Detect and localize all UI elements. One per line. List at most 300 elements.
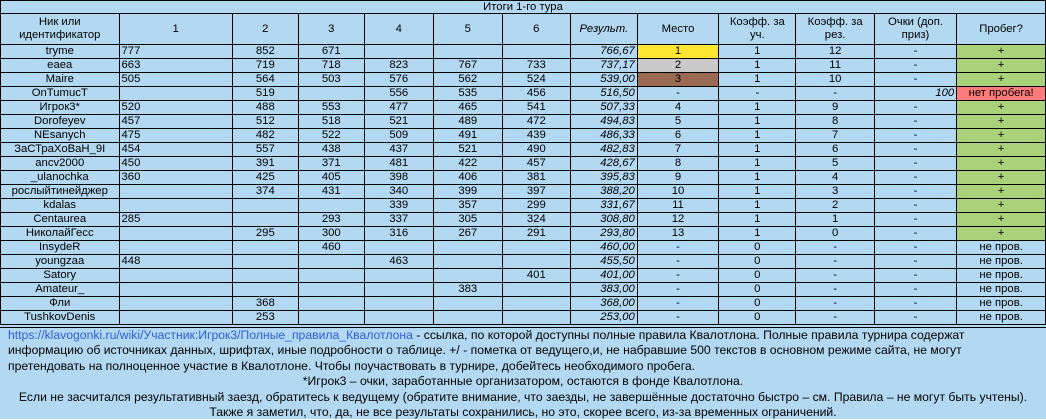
cell-race-1: 520	[119, 101, 232, 115]
table-row	[1, 129, 1046, 143]
cell-race-4	[364, 269, 433, 283]
cell-race-6: 457	[502, 157, 570, 171]
cell-result: 388,20	[570, 185, 637, 199]
cell-points: -	[874, 157, 956, 171]
cell-race-4: 340	[364, 185, 433, 199]
cell-race-1	[119, 283, 232, 297]
cell-points: -	[874, 213, 956, 227]
cell-race-4: 556	[364, 87, 433, 101]
cell-points: -	[874, 269, 956, 283]
cell-result: 539,00	[570, 73, 637, 87]
cell-race-6: 401	[502, 269, 570, 283]
cell-points: 100	[874, 87, 956, 101]
cell-result: 455,50	[570, 255, 637, 269]
cell-race-2: 374	[232, 185, 298, 199]
cell-coef-result: 3	[796, 185, 874, 199]
cell-race-3: 671	[298, 45, 364, 59]
cell-race-6: 490	[502, 143, 570, 157]
cell-nick: Amateur_	[1, 283, 120, 297]
cell-run: +	[957, 73, 1046, 87]
header-race-1: 1	[119, 14, 232, 45]
cell-race-4: 337	[364, 213, 433, 227]
cell-place: -	[637, 255, 718, 269]
cell-result: 401,00	[570, 269, 637, 283]
cell-race-1	[119, 311, 232, 325]
cell-race-3: 518	[298, 115, 364, 129]
cell-points: -	[874, 311, 956, 325]
cell-run: не пров.	[957, 311, 1046, 325]
cell-race-5: 491	[433, 129, 502, 143]
cell-nick: eaea	[1, 59, 120, 73]
cell-coef-result: 11	[796, 59, 874, 73]
cell-place: 13	[637, 227, 718, 241]
cell-coef-participation: 1	[719, 227, 796, 241]
cell-race-4: 477	[364, 101, 433, 115]
cell-coef-participation: -	[719, 87, 796, 101]
cell-race-4: 509	[364, 129, 433, 143]
cell-coef-result: 5	[796, 157, 874, 171]
cell-run: +	[957, 157, 1046, 171]
cell-race-6: 291	[502, 227, 570, 241]
cell-points: -	[874, 283, 956, 297]
cell-race-1: 285	[119, 213, 232, 227]
cell-race-5: 305	[433, 213, 502, 227]
cell-result: 331,67	[570, 199, 637, 213]
cell-race-3: 431	[298, 185, 364, 199]
cell-nick: InsydeR	[1, 241, 120, 255]
cell-points: -	[874, 171, 956, 185]
header-row	[1, 14, 1046, 45]
cell-race-5	[433, 269, 502, 283]
table-row	[1, 45, 1046, 59]
cell-coef-result: 12	[796, 45, 874, 59]
cell-race-6: 472	[502, 115, 570, 129]
header-coef-participation: Коэфф. за уч.	[719, 14, 796, 45]
cell-coef-result: 1	[796, 213, 874, 227]
cell-race-6: 324	[502, 213, 570, 227]
table-row	[1, 283, 1046, 297]
cell-race-3: 293	[298, 213, 364, 227]
header-race-6: 6	[502, 14, 570, 45]
cell-nick: Centaurea	[1, 213, 120, 227]
cell-coef-participation: 0	[719, 311, 796, 325]
cell-result: 766,67	[570, 45, 637, 59]
cell-nick: _ulanochka	[1, 171, 120, 185]
cell-coef-result: -	[796, 297, 874, 311]
cell-coef-participation: 0	[719, 255, 796, 269]
cell-points: -	[874, 227, 956, 241]
cell-run: +	[957, 199, 1046, 213]
cell-race-3: 460	[298, 241, 364, 255]
cell-coef-participation: 1	[719, 45, 796, 59]
cell-race-5: 267	[433, 227, 502, 241]
cell-points: -	[874, 45, 956, 59]
cell-coef-result: 6	[796, 143, 874, 157]
cell-race-5	[433, 45, 502, 59]
cell-race-4: 481	[364, 157, 433, 171]
table-row	[1, 171, 1046, 185]
cell-race-4: 437	[364, 143, 433, 157]
cell-coef-participation: 0	[719, 241, 796, 255]
cell-race-2: 519	[232, 87, 298, 101]
header-place: Место	[637, 14, 718, 45]
table-row	[1, 255, 1046, 269]
cell-coef-participation: 0	[719, 269, 796, 283]
cell-race-6: 456	[502, 87, 570, 101]
cell-race-3: 553	[298, 101, 364, 115]
cell-coef-result: -	[796, 87, 874, 101]
table-title: Итоги 1-го тура	[1, 1, 1046, 14]
cell-race-6	[502, 311, 570, 325]
cell-race-3	[298, 283, 364, 297]
cell-coef-result: 8	[796, 115, 874, 129]
cell-place: 5	[637, 115, 718, 129]
cell-race-2: 425	[232, 171, 298, 185]
cell-race-5: 521	[433, 143, 502, 157]
cell-race-5	[433, 297, 502, 311]
cell-race-4: 576	[364, 73, 433, 87]
cell-result: 494,83	[570, 115, 637, 129]
cell-race-6	[502, 283, 570, 297]
cell-race-4: 823	[364, 59, 433, 73]
table-row	[1, 241, 1046, 255]
cell-race-1	[119, 297, 232, 311]
cell-coef-participation: 1	[719, 185, 796, 199]
cell-result: 460,00	[570, 241, 637, 255]
cell-race-2	[232, 241, 298, 255]
cell-race-3	[298, 311, 364, 325]
notes-paragraph-2: *Игрок3 – очки, заработанные организатором, остаются в фонде Квалотлона.	[302, 374, 744, 389]
cell-race-5: 489	[433, 115, 502, 129]
cell-race-5: 422	[433, 157, 502, 171]
cell-nick: Игрок3*	[1, 101, 120, 115]
cell-race-6	[502, 241, 570, 255]
cell-run: +	[957, 59, 1046, 73]
cell-result: 482,83	[570, 143, 637, 157]
cell-run: нет пробега!	[957, 87, 1046, 101]
cell-coef-participation: 1	[719, 199, 796, 213]
cell-race-1	[119, 199, 232, 213]
cell-coef-participation: 1	[719, 171, 796, 185]
cell-run: не пров.	[957, 269, 1046, 283]
cell-place: -	[637, 311, 718, 325]
cell-race-3	[298, 255, 364, 269]
cell-coef-participation: 1	[719, 73, 796, 87]
cell-race-1: 450	[119, 157, 232, 171]
cell-coef-result: -	[796, 269, 874, 283]
cell-race-1	[119, 269, 232, 283]
cell-race-3: 405	[298, 171, 364, 185]
cell-result: 737,17	[570, 59, 637, 73]
cell-race-2: 391	[232, 157, 298, 171]
cell-result: 293,80	[570, 227, 637, 241]
cell-points: -	[874, 143, 956, 157]
cell-race-6	[502, 255, 570, 269]
cell-run: не пров.	[957, 241, 1046, 255]
cell-place: 9	[637, 171, 718, 185]
cell-coef-participation: 1	[719, 115, 796, 129]
cell-race-5: 399	[433, 185, 502, 199]
cell-coef-participation: 0	[719, 283, 796, 297]
table-row	[1, 213, 1046, 227]
cell-race-6: 733	[502, 59, 570, 73]
cell-coef-participation: 1	[719, 213, 796, 227]
cell-run: +	[957, 129, 1046, 143]
cell-nick: tryme	[1, 45, 120, 59]
table-row	[1, 297, 1046, 311]
cell-race-6: 397	[502, 185, 570, 199]
rules-link[interactable]: https://klavogonki.ru/wiki/Участник:Игрок3/Полные_правила_Квалотлона	[8, 328, 413, 342]
cell-race-4	[364, 241, 433, 255]
cell-run: не пров.	[957, 297, 1046, 311]
cell-race-2: 253	[232, 311, 298, 325]
cell-race-6: 541	[502, 101, 570, 115]
cell-coef-result: -	[796, 283, 874, 297]
cell-race-5: 406	[433, 171, 502, 185]
cell-race-1: 475	[119, 129, 232, 143]
cell-coef-result: 7	[796, 129, 874, 143]
header-race-4: 4	[364, 14, 433, 45]
header-coef-result: Коэфф. за рез.	[796, 14, 874, 45]
table-row	[1, 269, 1046, 283]
cell-run: +	[957, 143, 1046, 157]
header-result: Результ.	[570, 14, 637, 45]
notes-block	[0, 327, 1046, 419]
header-run: Пробег?	[957, 14, 1046, 45]
cell-race-3	[298, 297, 364, 311]
cell-result: 308,80	[570, 213, 637, 227]
cell-race-1	[119, 227, 232, 241]
cell-race-2: 852	[232, 45, 298, 59]
cell-nick: NEsanych	[1, 129, 120, 143]
cell-race-6: 299	[502, 199, 570, 213]
cell-run: не пров.	[957, 255, 1046, 269]
table-row	[1, 101, 1046, 115]
cell-race-1: 360	[119, 171, 232, 185]
cell-points: -	[874, 129, 956, 143]
cell-race-4	[364, 311, 433, 325]
cell-race-5	[433, 241, 502, 255]
cell-result: 486,33	[570, 129, 637, 143]
cell-points: -	[874, 255, 956, 269]
cell-place: -	[637, 241, 718, 255]
cell-coef-result: 10	[796, 73, 874, 87]
cell-result: 428,67	[570, 157, 637, 171]
cell-race-6: 439	[502, 129, 570, 143]
cell-race-4	[364, 297, 433, 311]
cell-result: 516,50	[570, 87, 637, 101]
cell-nick: Satory	[1, 269, 120, 283]
header-points: Очки (доп. приз)	[874, 14, 956, 45]
cell-place: -	[637, 87, 718, 101]
cell-race-3	[298, 199, 364, 213]
cell-race-4	[364, 283, 433, 297]
header-race-2: 2	[232, 14, 298, 45]
cell-coef-participation: 1	[719, 129, 796, 143]
cell-race-5	[433, 255, 502, 269]
cell-race-5: 767	[433, 59, 502, 73]
cell-race-2: 557	[232, 143, 298, 157]
header-nick: Ник или идентификатор	[1, 14, 120, 45]
cell-race-2	[232, 213, 298, 227]
cell-coef-participation: 1	[719, 157, 796, 171]
cell-run: не пров.	[957, 283, 1046, 297]
cell-result: 507,33	[570, 101, 637, 115]
table-row	[1, 73, 1046, 87]
cell-place: 8	[637, 157, 718, 171]
cell-race-3: 438	[298, 143, 364, 157]
cell-race-3: 718	[298, 59, 364, 73]
cell-run: +	[957, 227, 1046, 241]
cell-run: +	[957, 45, 1046, 59]
cell-race-1	[119, 87, 232, 101]
table-row	[1, 185, 1046, 199]
cell-nick: НиколайГесс	[1, 227, 120, 241]
cell-race-1: 505	[119, 73, 232, 87]
cell-nick: OnTumucT	[1, 87, 120, 101]
table-row	[1, 143, 1046, 157]
notes-paragraph-1	[8, 328, 1038, 374]
cell-race-2: 482	[232, 129, 298, 143]
table-row	[1, 199, 1046, 213]
cell-run: +	[957, 213, 1046, 227]
cell-race-6: 524	[502, 73, 570, 87]
cell-race-1: 454	[119, 143, 232, 157]
cell-result: 395,83	[570, 171, 637, 185]
cell-race-2: 719	[232, 59, 298, 73]
cell-race-1: 663	[119, 59, 232, 73]
cell-race-3: 300	[298, 227, 364, 241]
cell-race-6: 381	[502, 171, 570, 185]
cell-place: -	[637, 283, 718, 297]
cell-race-5: 383	[433, 283, 502, 297]
cell-points: -	[874, 101, 956, 115]
cell-race-5: 357	[433, 199, 502, 213]
cell-run: +	[957, 171, 1046, 185]
cell-points: -	[874, 73, 956, 87]
cell-points: -	[874, 297, 956, 311]
cell-race-4: 398	[364, 171, 433, 185]
table-row	[1, 227, 1046, 241]
cell-race-2: 564	[232, 73, 298, 87]
cell-coef-result: -	[796, 255, 874, 269]
cell-result: 253,00	[570, 311, 637, 325]
cell-place: 6	[637, 129, 718, 143]
cell-race-1	[119, 241, 232, 255]
cell-race-3	[298, 87, 364, 101]
cell-nick: Dorofeyev	[1, 115, 120, 129]
cell-points: -	[874, 185, 956, 199]
cell-race-2	[232, 255, 298, 269]
table-row	[1, 311, 1046, 325]
cell-race-2	[232, 199, 298, 213]
cell-race-3	[298, 269, 364, 283]
cell-coef-result: 9	[796, 101, 874, 115]
cell-place: 12	[637, 213, 718, 227]
cell-nick: Maire	[1, 73, 120, 87]
cell-race-1	[119, 185, 232, 199]
cell-coef-result: -	[796, 311, 874, 325]
cell-coef-result: 0	[796, 227, 874, 241]
cell-race-4: 316	[364, 227, 433, 241]
cell-race-2: 512	[232, 115, 298, 129]
cell-coef-participation: 0	[719, 297, 796, 311]
cell-race-4: 463	[364, 255, 433, 269]
cell-race-6	[502, 297, 570, 311]
cell-points: -	[874, 241, 956, 255]
cell-race-5: 465	[433, 101, 502, 115]
cell-race-2	[232, 269, 298, 283]
cell-place: -	[637, 269, 718, 283]
cell-run: +	[957, 101, 1046, 115]
cell-place: 11	[637, 199, 718, 213]
cell-coef-result: 4	[796, 171, 874, 185]
table-row	[1, 59, 1046, 73]
cell-race-5: 562	[433, 73, 502, 87]
header-race-5: 5	[433, 14, 502, 45]
cell-nick: рослыйтинейджер	[1, 185, 120, 199]
cell-run: +	[957, 185, 1046, 199]
cell-race-4: 339	[364, 199, 433, 213]
cell-place: 7	[637, 143, 718, 157]
cell-points: -	[874, 59, 956, 73]
table-row	[1, 157, 1046, 171]
cell-nick: ЗаСТраХоВаН_9I	[1, 143, 120, 157]
cell-race-3: 522	[298, 129, 364, 143]
cell-place: 3	[637, 73, 718, 87]
cell-race-3: 503	[298, 73, 364, 87]
cell-nick: Фли	[1, 297, 120, 311]
table-row	[1, 115, 1046, 129]
cell-race-6	[502, 45, 570, 59]
cell-place: 4	[637, 101, 718, 115]
cell-nick: TushkovDenis	[1, 311, 120, 325]
cell-place: 2	[637, 59, 718, 73]
cell-race-1: 457	[119, 115, 232, 129]
cell-race-5: 535	[433, 87, 502, 101]
cell-coef-participation: 1	[719, 101, 796, 115]
cell-run: +	[957, 115, 1046, 129]
cell-place: -	[637, 297, 718, 311]
notes-text-1: - ссылка, по которой доступны полные правила Квалотлона. Полные правила турнира содержат информацию об источниках данных, шрифтах, иные подробности о таблице. +/ - пометка от ведущего,и, не набравшие 500 текстов в основном режиме сайта, не могут претендовать на полноценное участие в Квалотлоне. Чтобы поучаствовать в турнире, добейтесь необходимого пробега.	[8, 328, 965, 373]
header-race-3: 3	[298, 14, 364, 45]
cell-race-1: 448	[119, 255, 232, 269]
cell-points: -	[874, 115, 956, 129]
cell-race-2	[232, 283, 298, 297]
cell-place: 1	[637, 45, 718, 59]
notes-paragraph-3: Если не засчитался результативный заезд, обратитесь к ведущему (обратите внимание, что заезды, не завершённые достаточно быстро – см. Правила – не могут быть учтены). Также я заметил, что, да, не все результаты сохранились, но это, скорее всего, из-за временных ограничений.	[18, 389, 1028, 420]
cell-coef-participation: 1	[719, 143, 796, 157]
cell-race-1: 777	[119, 45, 232, 59]
cell-coef-participation: 1	[719, 59, 796, 73]
cell-race-4	[364, 45, 433, 59]
cell-race-4: 521	[364, 115, 433, 129]
cell-race-2: 368	[232, 297, 298, 311]
cell-result: 368,00	[570, 297, 637, 311]
cell-nick: youngzaa	[1, 255, 120, 269]
cell-result: 383,00	[570, 283, 637, 297]
cell-nick: kdalas	[1, 199, 120, 213]
cell-race-2: 295	[232, 227, 298, 241]
cell-race-5	[433, 311, 502, 325]
cell-coef-result: -	[796, 241, 874, 255]
cell-points: -	[874, 199, 956, 213]
cell-coef-result: 2	[796, 199, 874, 213]
cell-race-3: 371	[298, 157, 364, 171]
table-row	[1, 87, 1046, 101]
cell-nick: ancv2000	[1, 157, 120, 171]
cell-race-2: 488	[232, 101, 298, 115]
